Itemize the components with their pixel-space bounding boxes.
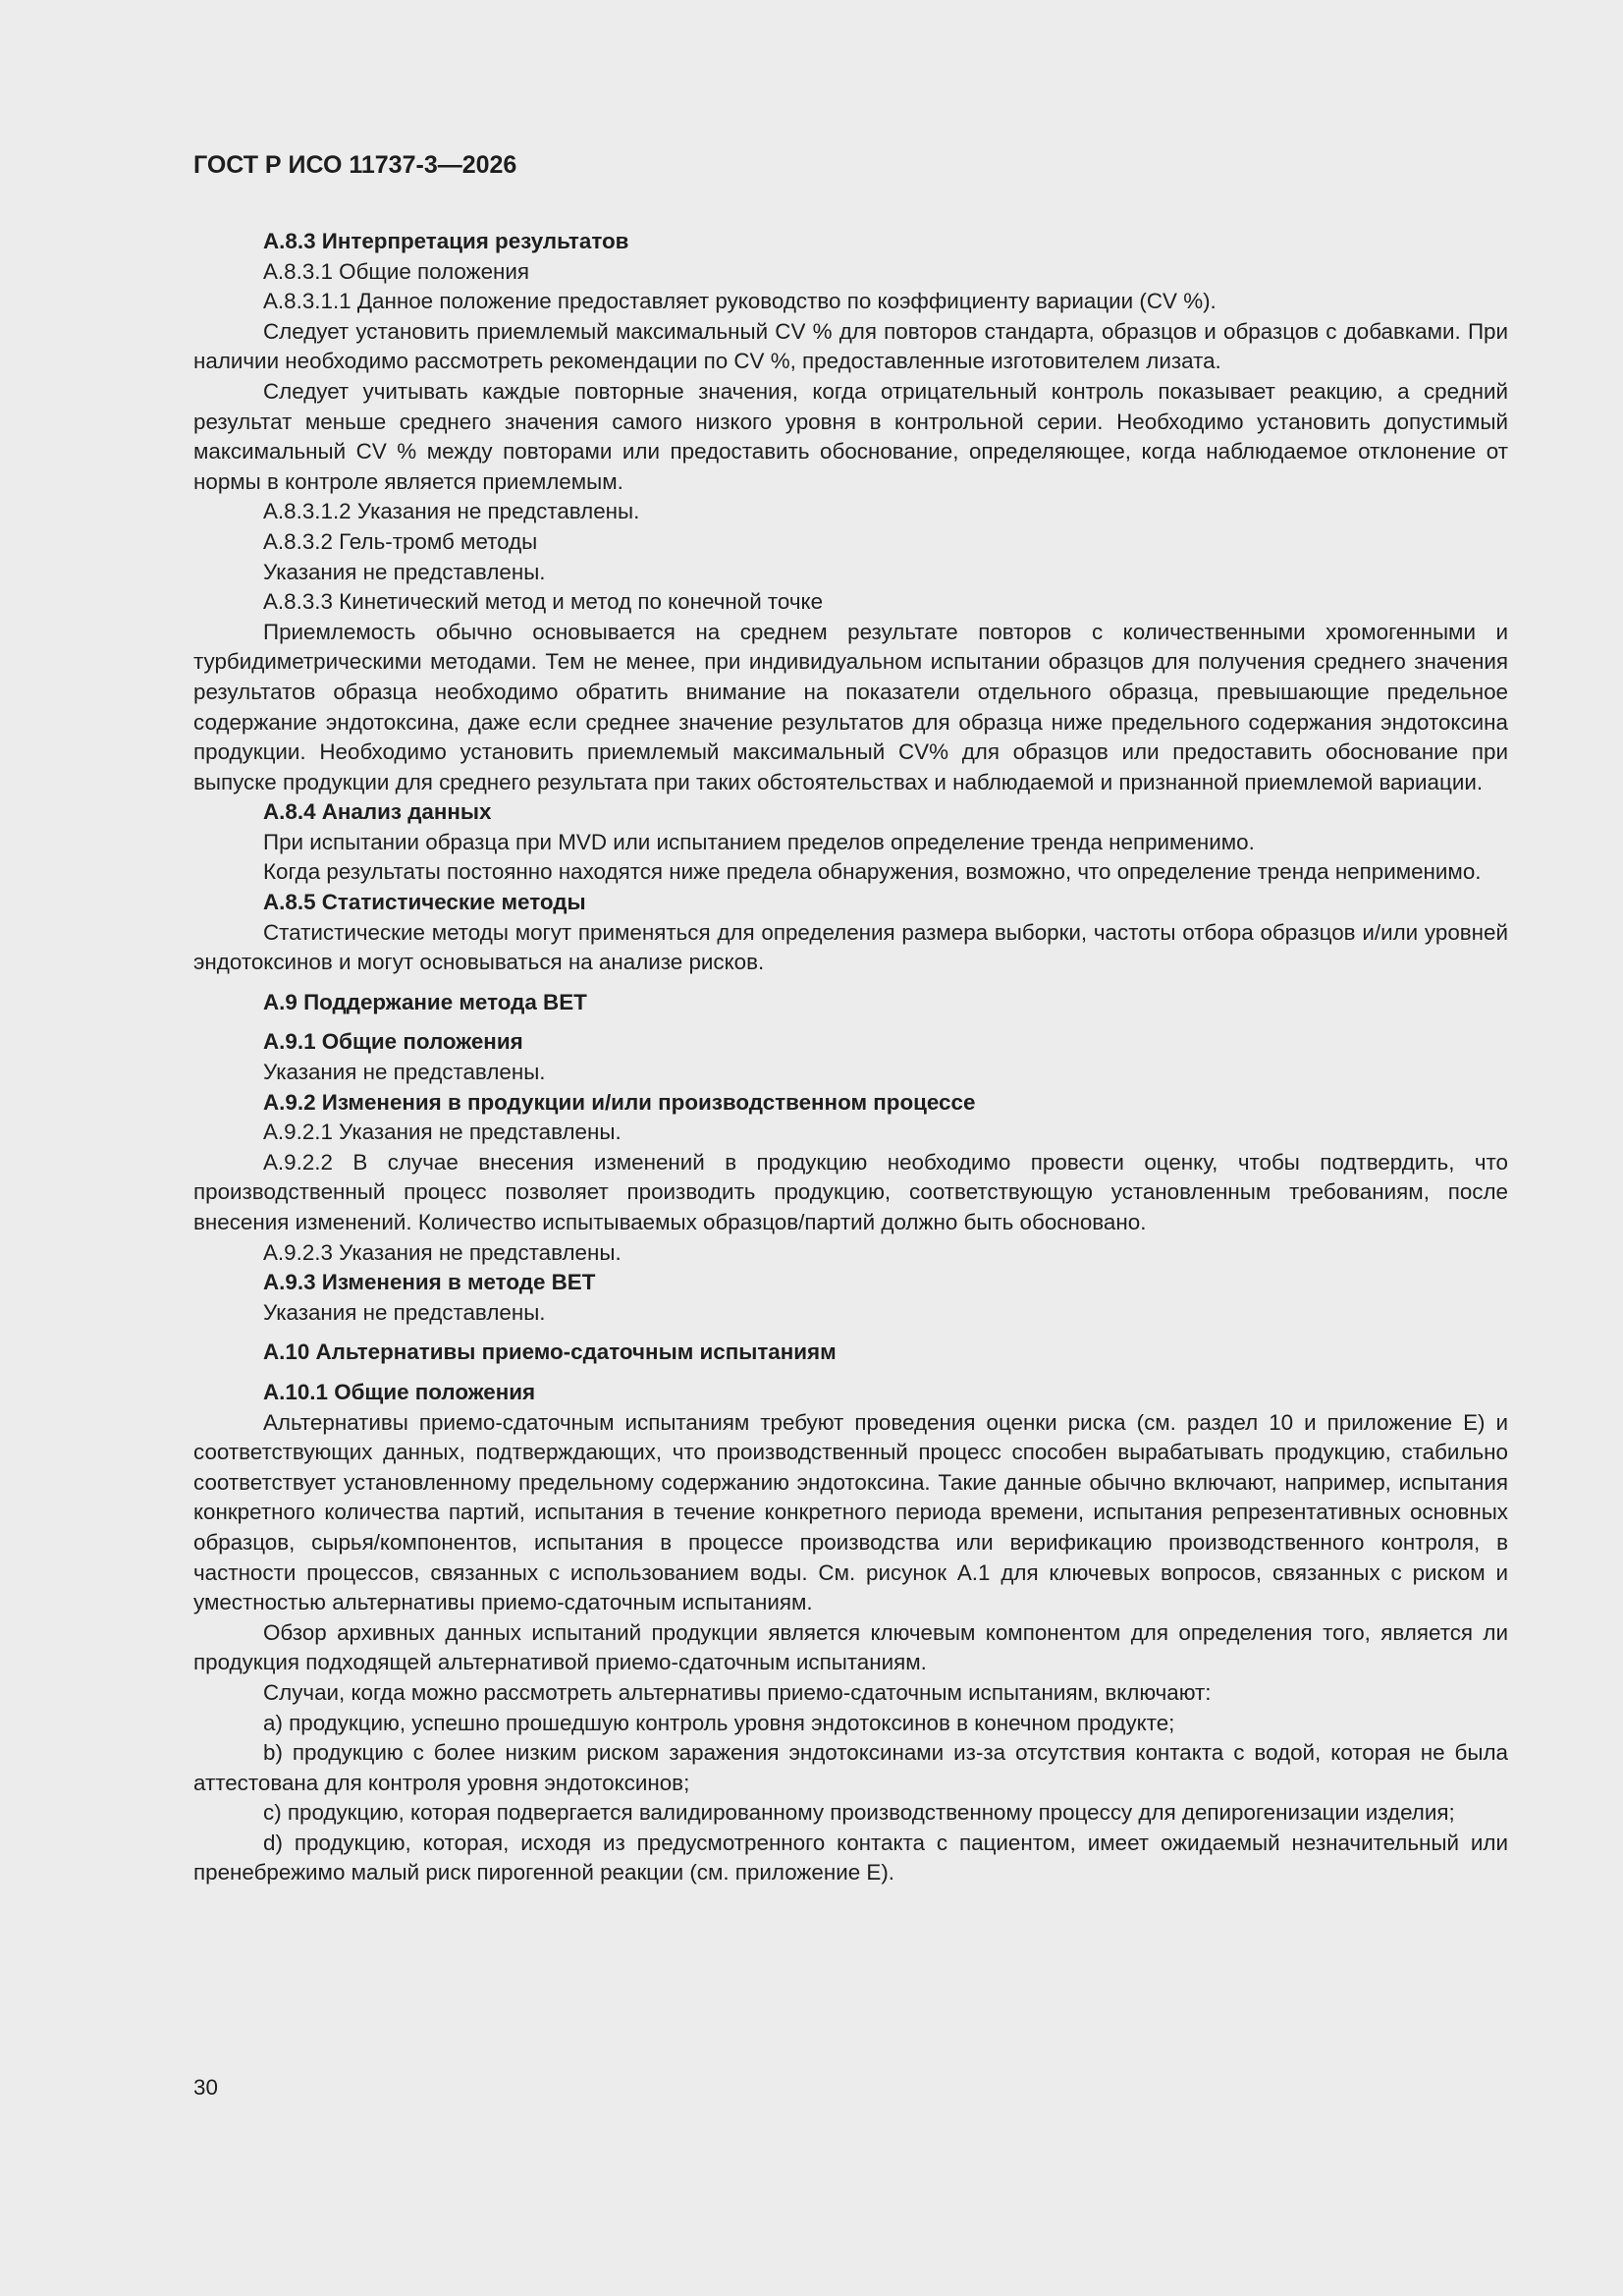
section-heading: A.9.1 Общие положения: [263, 1029, 523, 1055]
paragraph: Следует установить приемлемый максимальный CV % для повторов стандарта, образцов и образцов с добавками. При наличии необходимо рассмотреть рекомендации по CV %, предоставленные изготовителем лизата.: [193, 318, 1508, 374]
paragraph: Когда результаты постоянно находятся ниже предела обнаружения, возможно, что определение тренда неприменимо.: [263, 859, 1482, 885]
paragraph: Следует учитывать каждые повторные значения, когда отрицательный контроль показывает реакцию, а средний результат меньше среднего значения самого низкого уровня в контрольной серии. Необходимо установить допустимый максимальный CV % между повторами или предоставить обоснование, определяющее, когда наблюдаемое отклонение от нормы в контроле является приемлемым.: [193, 378, 1508, 494]
document-body: [193, 227, 1508, 1888]
paragraph: A.9.2.3 Указания не представлены.: [263, 1239, 622, 1265]
paragraph: b) продукцию с более низким риском заражения эндотоксинами из-за отсутствия контакта с водой, которая не была аттестована для контроля уровня эндотоксинов;: [193, 1740, 1508, 1795]
paragraph: A.8.3.1 Общие положения: [263, 258, 530, 284]
section-heading: A.10 Альтернативы приемо-сдаточным испытаниям: [263, 1339, 837, 1365]
section-heading: A.8.3 Интерпретация результатов: [263, 229, 629, 253]
paragraph: A.8.3.2 Гель-тромб методы: [263, 528, 538, 554]
document-header-title: ГОСТ Р ИСО 11737-3—2026: [193, 151, 517, 179]
paragraph: A.8.3.1.2 Указания не представлены.: [263, 499, 640, 524]
paragraph: A.8.3.1.1 Данное положение предоставляет руководство по коэффициенту вариации (CV %).: [263, 289, 1217, 314]
paragraph: Статистические методы могут применяться для определения размера выборки, частоты отбора образцов и/или уровней эндотоксинов и могут основываться на анализе рисков.: [193, 919, 1508, 975]
paragraph: A.8.3.3 Кинетический метод и метод по конечной точке: [263, 589, 824, 615]
paragraph: Указания не представлены.: [263, 1060, 546, 1085]
paragraph: Указания не представлены.: [263, 1299, 546, 1325]
section-heading: A.9 Поддержание метода BET: [263, 989, 587, 1014]
section-heading: A.9.2 Изменения в продукции и/или производственном процессе: [263, 1089, 976, 1115]
paragraph: c) продукцию, которая подвергается валидированному производственному процессу для депирогенизации изделия;: [263, 1800, 1455, 1826]
paragraph: Указания не представлены.: [263, 559, 546, 584]
paragraph: Альтернативы приемо-сдаточным испытаниям требуют проведения оценки риска (см. раздел 10 и приложение E) и соответствующих данных, подтверждающих, что производственный процесс способен вырабатывать продукцию, стабильно соответствует установленному предельному содержанию эндотоксина. Такие данные обычно включают, например, испытания конкретного количества партий, испытания в течение конкретного периода времени, испытания репрезентативных основных образцов, сырья/компонентов, испытания в процессе производства или верификацию производственного контроля, в частности процессов, связанных с использованием воды. См. рисунок A.1 для ключевых вопросов, связанных с риском и уместностью альтернативы приемо-сдаточным испытаниям.: [193, 1409, 1508, 1615]
paragraph: При испытании образца при MVD или испытанием пределов определение тренда неприменимо.: [263, 829, 1255, 854]
section-heading: A.8.5 Статистические методы: [263, 890, 586, 915]
paragraph: a) продукцию, успешно прошедшую контроль уровня эндотоксинов в конечном продукте;: [263, 1710, 1175, 1735]
section-heading: A.8.4 Анализ данных: [263, 799, 492, 825]
paragraph: Обзор архивных данных испытаний продукции является ключевым компонентом для определения того, является ли продукция подходящей альтернативой приемо-сдаточным испытаниям.: [193, 1619, 1508, 1675]
page-number: 30: [193, 2075, 218, 2100]
paragraph: d) продукцию, которая, исходя из предусмотренного контакта с пациентом, имеет ожидаемый незначительный или пренебрежимо малый риск пирогенной реакции (см. приложение E).: [193, 1830, 1508, 1886]
paragraph: A.9.2.1 Указания не представлены.: [263, 1120, 622, 1145]
section-heading: A.10.1 Общие положения: [263, 1379, 536, 1404]
paragraph: Случаи, когда можно рассмотреть альтернативы приемо-сдаточным испытаниям, включают:: [263, 1679, 1212, 1705]
paragraph: A.9.2.2 В случае внесения изменений в продукцию необходимо провести оценку, чтобы подтвердить, что производственный процесс позволяет производить продукцию, соответствующую установленным требованиям, после внесения изменений. Количество испытываемых образцов/партий должно быть обосновано.: [193, 1149, 1508, 1234]
paragraph: Приемлемость обычно основывается на среднем результате повторов с количественными хромогенными и турбидиметрическими методами. Тем не менее, при индивидуальном испытании образцов для получения среднего значения результатов образца необходимо обратить внимание на показатели отдельного образца, превышающие предельное содержание эндотоксина, даже если среднее значение результатов для образца ниже предельного содержания эндотоксина продукции. Необходимо установить приемлемый максимальный CV% для образцов или предоставить обоснование при выпуске продукции для среднего результата при таких обстоятельствах и наблюдаемой и признанной приемлемой вариации.: [193, 619, 1508, 794]
section-heading: A.9.3 Изменения в методе BET: [263, 1270, 596, 1295]
